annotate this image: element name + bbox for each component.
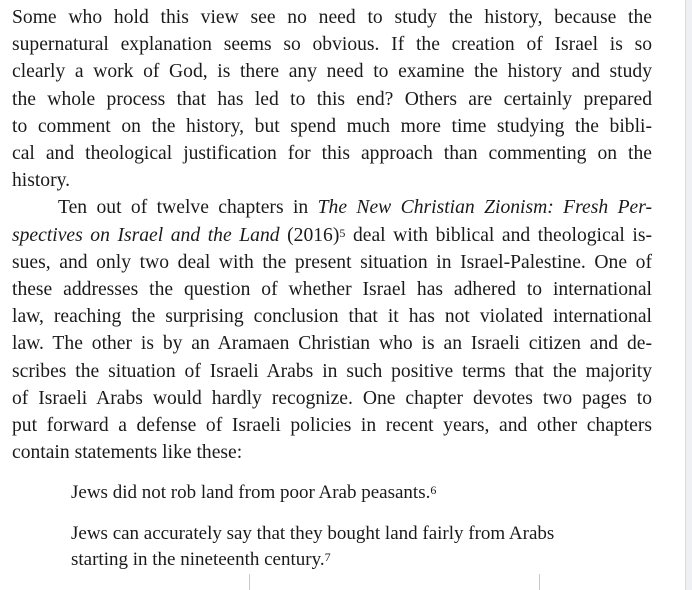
- text-run: deal with biblical and theological is-: [345, 224, 653, 246]
- text-run: (2016): [279, 224, 340, 246]
- body-text: [12, 4, 652, 466]
- text-line: these addresses the question of whether Israel has adhered to international: [12, 279, 652, 301]
- text-line: contain statements like these:: [12, 442, 243, 464]
- text-line: [12, 222, 652, 249]
- text-line: clearly a work of God, is there any need to examine the history and study: [12, 61, 652, 83]
- text-run: starting in the nineteenth century.: [71, 549, 325, 570]
- text-line: Some who hold this view see no need to study the history, because the: [12, 7, 652, 28]
- text-line: supernatural explanation seems so obvious. If the creation of Israel is so: [12, 34, 652, 56]
- page-guide-mark: [539, 574, 540, 590]
- footnote-ref[interactable]: 6: [430, 483, 437, 498]
- text-line: history.: [12, 170, 71, 192]
- footnote-ref[interactable]: 7: [324, 550, 331, 565]
- viewer-scrollbar[interactable]: [685, 0, 692, 590]
- page-guide-mark: [249, 574, 250, 590]
- text-line: put forward a defense of Israeli policies in recent years, and other chapters: [12, 415, 652, 437]
- paragraph-1: [12, 4, 652, 194]
- footnote-ref[interactable]: 5: [339, 226, 346, 241]
- quote-line: [71, 547, 591, 573]
- text-line: to comment on the history, but spend much more time studying the bibli-: [12, 115, 652, 137]
- text-line: of Israeli Arabs would hardly recognize. One chapter devotes two pages to: [12, 387, 652, 409]
- text-run: Jews did not rob land from poor Arab peasants.: [71, 482, 431, 503]
- text-line: cal and theological justification for this approach than commenting on the: [12, 143, 652, 165]
- block-quote-1: [71, 480, 591, 506]
- quote-line: [71, 480, 591, 506]
- book-title: spectives on Israel and the Land: [12, 224, 280, 246]
- paragraph-2: [12, 194, 652, 466]
- text-run: Ten out of twelve chapters in: [58, 197, 318, 219]
- text-line: [12, 194, 652, 221]
- text-line: law, reaching the surprising conclusion that it has not violated international: [12, 306, 652, 328]
- text-line: sues, and only two deal with the present situation in Israel-Palestine. One of: [12, 251, 652, 273]
- text-line: scribes the situation of Israeli Arabs in such positive terms that the majority: [12, 360, 652, 382]
- quote-line: Jews can accurately say that they bought land fairly from Arabs: [71, 523, 555, 544]
- book-title: The New Christian Zionism: Fresh Per-: [317, 197, 652, 219]
- text-line: the whole process that has led to this end? Others are certainly prepared: [12, 88, 652, 110]
- block-quote-2: [71, 521, 591, 573]
- text-line: law. The other is by an Aramaen Christian who is an Israeli citizen and de-: [12, 333, 652, 355]
